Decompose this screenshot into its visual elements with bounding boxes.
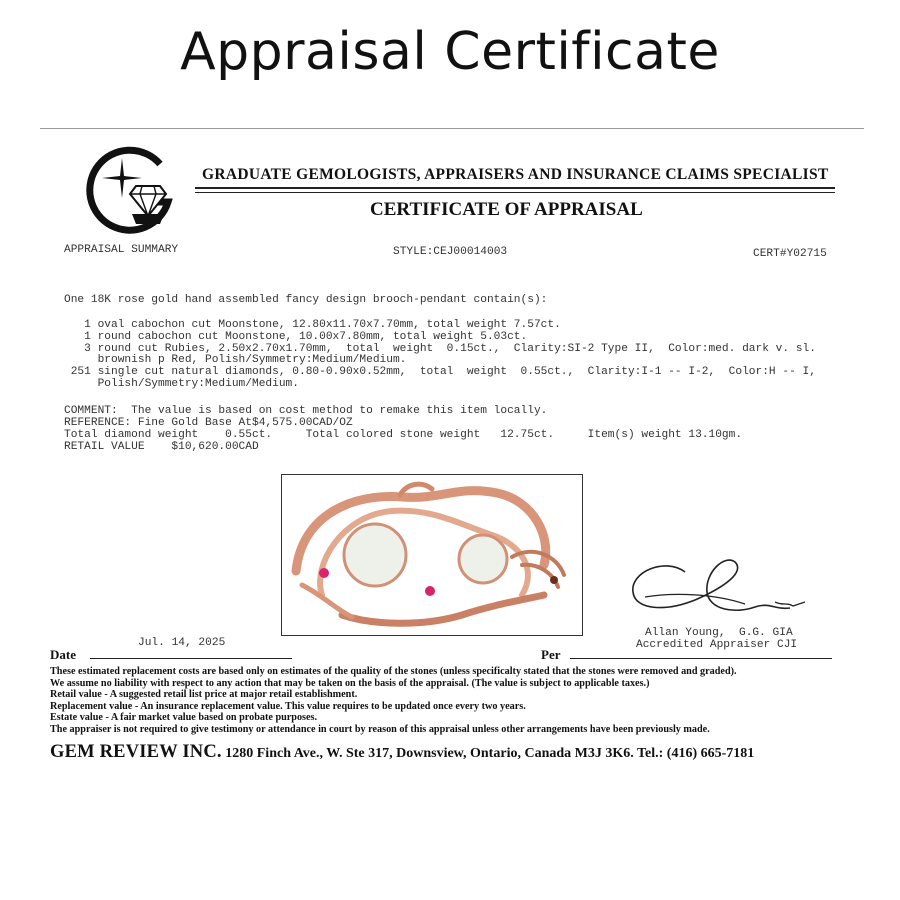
appraiser-title: Accredited Appraiser CJI: [636, 639, 798, 651]
appraisal-summary-label: APPRAISAL SUMMARY: [64, 244, 179, 256]
document-title: CERTIFICATE OF APPRAISAL: [370, 199, 643, 220]
retail-value-line: RETAIL VALUE $10,620.00CAD: [64, 441, 259, 453]
item-description: One 18K rose gold hand assembled fancy design brooch-pendant contain(s):: [64, 294, 548, 306]
stone-list: [64, 320, 816, 391]
jewelry-photo: [281, 474, 583, 636]
disclaimer-line: Retail value - A suggested retail list price at major retail establishment.: [50, 689, 358, 701]
date-line: [90, 658, 292, 659]
brooch-illustration: [282, 475, 582, 635]
stone-line: Polish/Symmetry:Medium/Medium.: [64, 377, 299, 390]
organization-heading: GRADUATE GEMOLOGISTS, APPRAISERS AND INSURANCE CLAIMS SPECIALIST: [202, 166, 829, 183]
disclaimer-line: Replacement value - An insurance replacement value. This value requires to be updated once every two years.: [50, 700, 526, 712]
top-divider: [40, 128, 864, 129]
company-logo: [78, 142, 176, 240]
company-footer: [50, 742, 754, 763]
date-value: Jul. 14, 2025: [138, 637, 226, 649]
page-title: Appraisal Certificate: [180, 22, 720, 82]
date-label: Date: [50, 647, 76, 662]
reference-line: REFERENCE: Fine Gold Base At$4,575.00CAD/OZ: [64, 417, 353, 429]
comment-line: COMMENT: The value is based on cost method to remake this item locally.: [64, 405, 548, 417]
appraiser-signature: [625, 552, 815, 622]
disclaimer-block: [50, 666, 737, 736]
summary-block: [64, 405, 742, 453]
per-label: Per: [541, 647, 561, 662]
weights-line: Total diamond weight 0.55ct. Total colored stone weight 12.75ct. Item(s) weight 13.10gm.: [64, 429, 743, 441]
signature-line: [570, 658, 832, 659]
disclaimer-line: The appraiser is not required to give testimony or attendance in court by reason of this appraisal unless other arrangements have been previously made.: [50, 723, 710, 735]
disclaimer-line: We assume no liability with respect to any action that may be taken on the basis of the appraisal. (The value is subject to applicable taxes.): [50, 677, 650, 689]
stone-line: brownish p Red, Polish/Symmetry:Medium/Medium.: [64, 354, 407, 367]
disclaimer-line: Estate value - A fair market value based on probate purposes.: [50, 712, 318, 724]
stone-line: 251 single cut natural diamonds, 0.80-0.90x0.52mm, total weight 0.55ct., Clarity:I-1 -- I-2, Color:H -- I,: [64, 366, 816, 379]
style-number: STYLE:CEJ00014003: [393, 246, 508, 258]
company-name: GEM REVIEW INC.: [50, 742, 222, 762]
appraiser-name: Allan Young, G.G. GIA: [645, 627, 793, 639]
stone-line: 1 round cabochon cut Moonstone, 10.00x7.80mm, total weight 5.03ct.: [64, 330, 528, 343]
stone-line: 1 oval cabochon cut Moonstone, 12.80x11.70x7.70mm, total weight 7.57ct.: [64, 319, 561, 331]
header-rule: [195, 187, 835, 193]
stone-line: 3 round cut Rubies, 2.50x2.70x1.70mm, total weight 0.15ct., Clarity:SI-2 Type II, Color:med. dark v. sl.: [64, 342, 816, 355]
cert-number: CERT#Y02715: [753, 248, 827, 260]
disclaimer-line: These estimated replacement costs are based only on estimates of the quality of the stones (unless specificalty stated that the stones were removed and graded).: [50, 666, 737, 677]
company-address: 1280 Finch Ave., W. Ste 317, Downsview, Ontario, Canada M3J 3K6. Tel.: (416) 665-7181: [221, 746, 755, 761]
